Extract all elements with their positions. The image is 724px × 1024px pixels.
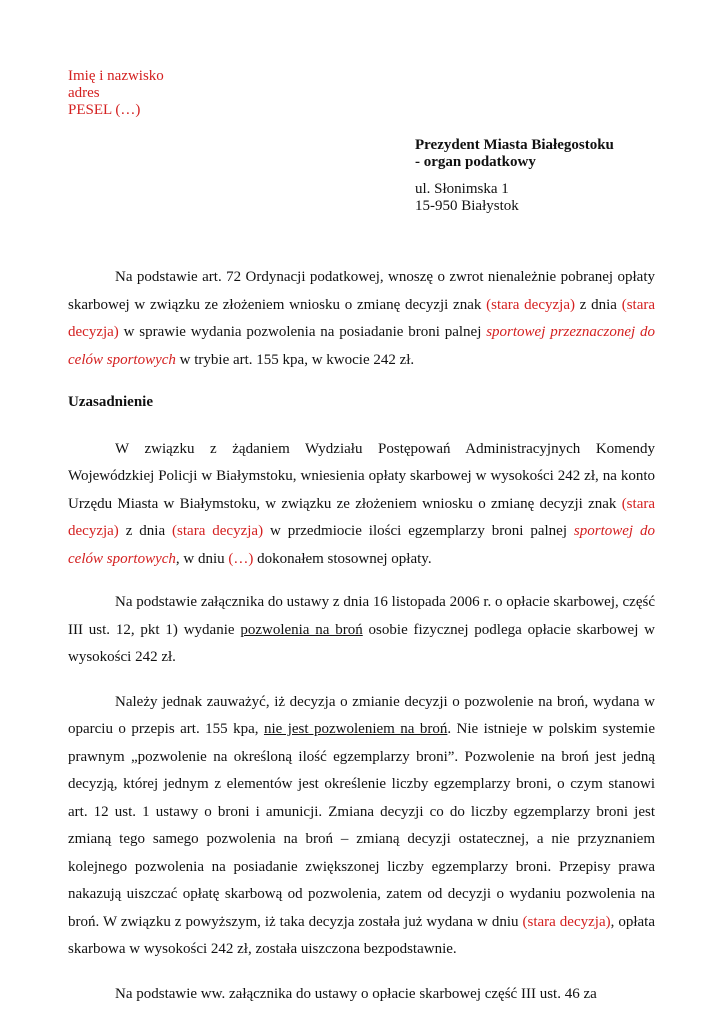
- placeholder-old-decision: (stara decyzja): [486, 296, 575, 313]
- paragraph-request: [68, 264, 655, 374]
- placeholder-old-decision-date: (stara decyzja): [172, 523, 264, 539]
- section-heading: Uzasadnienie: [68, 394, 154, 410]
- paragraph-legal-basis: [68, 589, 655, 672]
- letter-body: [68, 264, 655, 1008]
- text-run: Na podstawie art. 72 Ordynacji podatkowej, wnoszę o zwrot nienależnie pobranej opłaty skarbowej w związku ze złożeniem wniosku o zmianę decyzji znak: [68, 269, 655, 313]
- text-run: w sprawie wydania pozwolenia na posiadanie broni palnej: [118, 324, 487, 340]
- paragraph-payment: [68, 436, 655, 574]
- text-run: w trybie art. 155 kpa, w kwocie 242 zł.: [175, 351, 415, 368]
- text-run: Należy jednak zauważyć, iż decyzja o zmianie decyzji o pozwolenie na broń, wydana w oparciu o przepis art. 155 kpa,: [68, 693, 655, 737]
- text-run: z dnia: [118, 523, 173, 539]
- sender-pesel: PESEL (…): [68, 102, 141, 118]
- placeholder-old-decision: (stara decyzja): [68, 495, 655, 539]
- placeholder-payment-date: (…): [228, 550, 254, 567]
- text-run: . Nie istnieje w polskim systemie prawnym „pozwolenie na określoną ilość egzemplarzy broni”. Pozwolenie na broń jest jedną decyzją, której jednym z elementów jest określenie liczby egzemplarzy broni, o czym stanowi art. 12 ust. 1 ustawy o broni i amunicji. Zmiana decyzji co do liczby egzemplarzy broni jest zmianą tego samego pozwolenia na broń – zmianą decyzji ostatecznej, a nie przyznaniem kolejnego pozwolenia na posiadanie zwiększonej liczby egzemplarzy broni. Przepisy prawa nakazują uiszczać opłatę skarbową od pozwolenia, zatem od decyzji o wydaniu pozwolenia na broń. W związku z powyższym, iż taka decyzja została już wydana w dniu: [68, 721, 655, 930]
- placeholder-weapon-purpose: sportowej do celów sportowych: [68, 523, 655, 567]
- text-run: , opłata skarbowa w wysokości 242 zł, została uiszczona bezpodstawnie.: [68, 913, 656, 957]
- recipient-city: 15-950 Białystok: [415, 198, 519, 214]
- sender-block: [68, 68, 164, 119]
- text-run: Na podstawie załącznika do ustawy z dnia 16 listopada 2006 r. o opłacie skarbowej, część III ust. 12, pkt 1) wydanie: [68, 594, 655, 638]
- paragraph-continuation: [68, 981, 655, 1009]
- placeholder-old-decision: (stara decyzja): [522, 913, 611, 930]
- recipient-subtitle: - organ podatkowy: [415, 154, 536, 170]
- sender-address: adres: [68, 85, 100, 101]
- placeholder-weapon-purpose: sportowej przeznaczonej do celów sportowych: [68, 324, 655, 368]
- sender-name: Imię i nazwisko: [68, 68, 164, 84]
- placeholder-old-decision-date: (stara decyzja): [68, 296, 656, 340]
- underlined-phrase: pozwolenia na broń: [240, 621, 363, 638]
- text-run: z dnia: [574, 296, 622, 313]
- text-run: w przedmiocie ilości egzemplarzy broni palnej: [263, 523, 574, 539]
- text-run: W związku z żądaniem Wydziału Postępowań Administracyjnych Komendy Wojewódzkiej Policji w Białymstoku, wniesienia opłaty skarbowej w wysokości 242 zł, na konto Urzędu Miasta w Białymstoku, w związku ze złożeniem wniosku o zmianę decyzji znak: [68, 440, 655, 512]
- paragraph-argument: [68, 689, 655, 964]
- underlined-phrase: nie jest pozwoleniem na broń: [263, 721, 448, 737]
- recipient-street: ul. Słonimska 1: [415, 181, 509, 197]
- text-run: osobie fizycznej podlega opłacie skarbowej w wysokości 242 zł.: [68, 621, 655, 665]
- text-run: dokonałem stosownej opłaty.: [253, 550, 432, 567]
- recipient-block: [415, 137, 614, 215]
- text-run: , w dniu: [175, 550, 229, 567]
- recipient-title: Prezydent Miasta Białegostoku: [415, 137, 614, 153]
- text-run: Na podstawie ww. załącznika do ustawy o opłacie skarbowej część III ust. 46 za: [115, 985, 597, 1002]
